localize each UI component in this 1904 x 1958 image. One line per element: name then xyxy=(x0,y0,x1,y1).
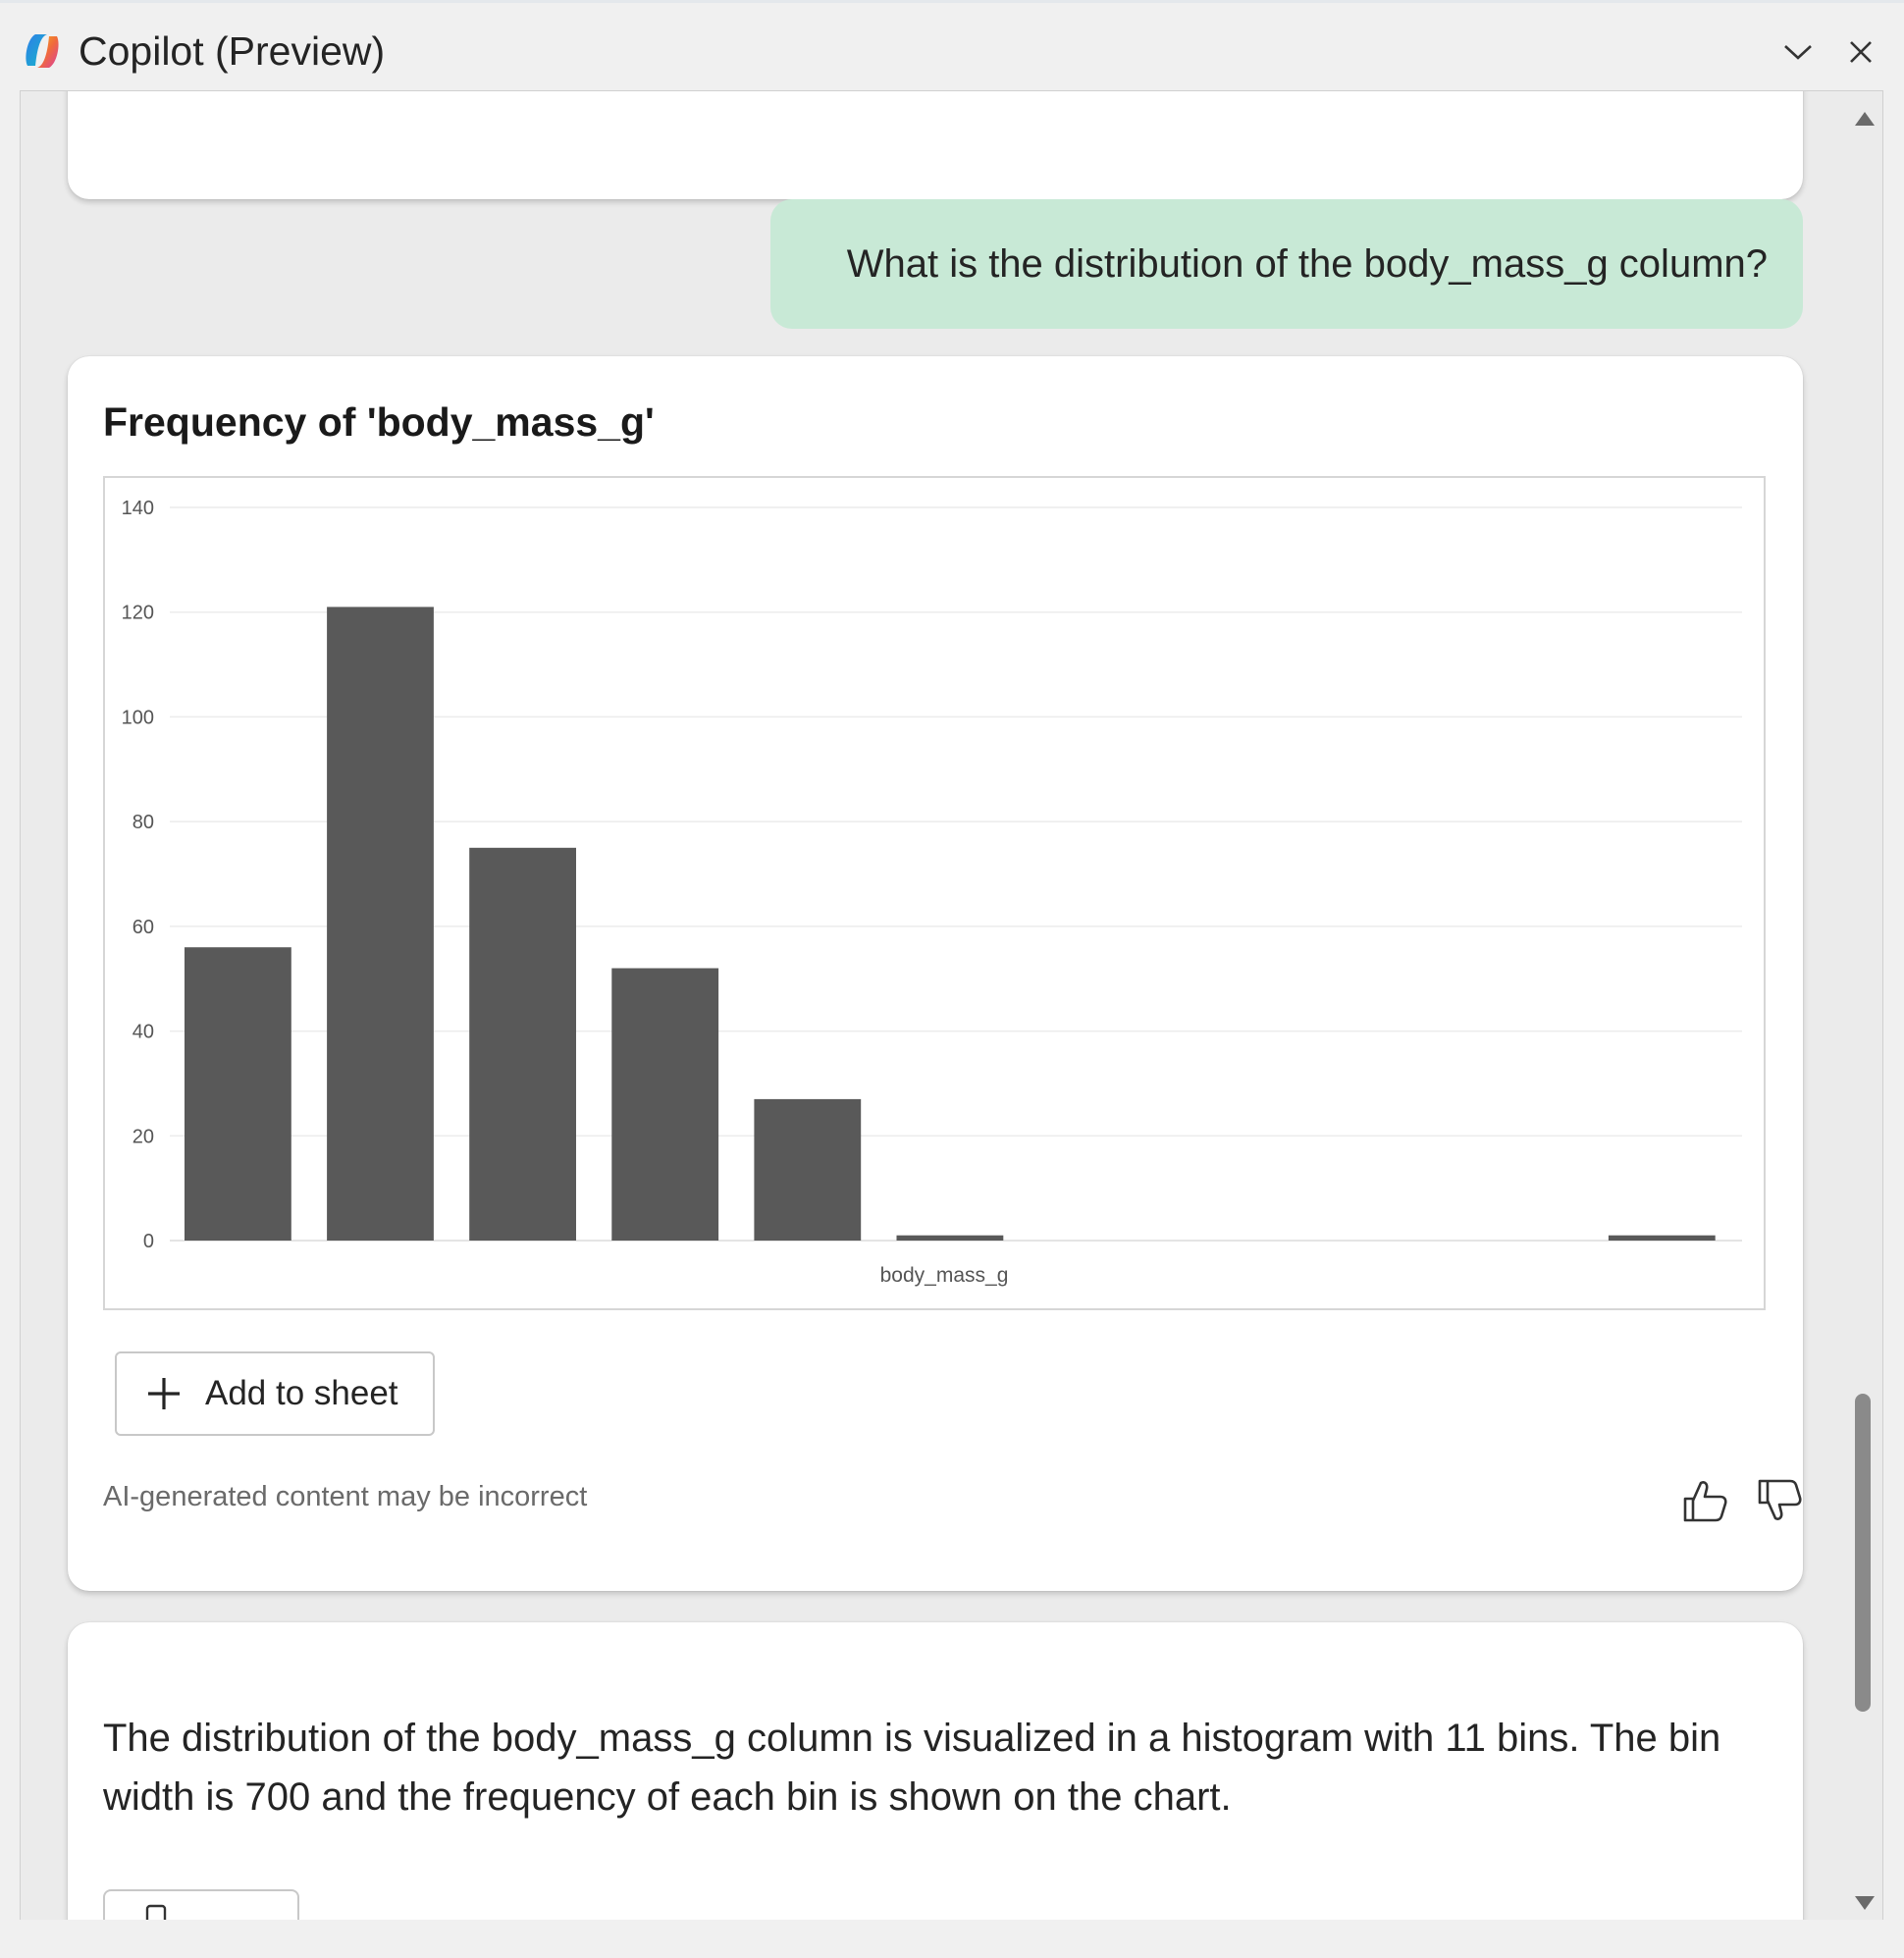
y-tick-label: 120 xyxy=(121,602,154,624)
chart-title: Frequency of 'body_mass_g' xyxy=(103,399,655,445)
bottom-edge xyxy=(0,1920,1904,1958)
histogram-bar[interactable] xyxy=(469,848,576,1241)
answer-text: The distribution of the body_mass_g column is visualized in a histogram with 11 bins. The bin width is 700 and the frequency of each bin is shown on the chart. xyxy=(103,1717,1721,1819)
thumbs-down-icon[interactable] xyxy=(1754,1475,1805,1526)
collapse-button[interactable] xyxy=(1778,32,1818,72)
histogram-bar[interactable] xyxy=(327,607,434,1241)
chart-frame xyxy=(103,476,1766,1310)
histogram-bar[interactable] xyxy=(754,1099,861,1241)
copy-icon xyxy=(144,1903,170,1921)
histogram-bar[interactable] xyxy=(611,969,718,1242)
previous-response-card xyxy=(68,90,1803,199)
y-tick-label: 80 xyxy=(132,812,154,834)
y-tick-label: 60 xyxy=(132,916,154,938)
scroll-up-arrow-icon[interactable] xyxy=(1855,112,1875,126)
histogram-bar[interactable] xyxy=(897,1236,1004,1241)
copilot-logo-icon xyxy=(20,28,65,74)
add-to-sheet-label: Add to sheet xyxy=(205,1374,398,1412)
plus-icon xyxy=(146,1376,182,1411)
y-tick-label: 100 xyxy=(121,707,154,729)
close-icon xyxy=(1848,39,1874,65)
thumbs-up-icon[interactable] xyxy=(1679,1475,1730,1526)
chat-pane[interactable] xyxy=(20,90,1883,1921)
x-axis-label: body_mass_g xyxy=(879,1264,1009,1287)
user-message: What is the distribution of the body_mass_g column? xyxy=(770,199,1803,329)
answer-card xyxy=(68,1622,1803,1921)
histogram-chart xyxy=(105,478,1764,1308)
scrollbar-thumb[interactable] xyxy=(1855,1394,1871,1712)
copy-button[interactable] xyxy=(103,1889,299,1921)
histogram-bar[interactable] xyxy=(1609,1236,1716,1241)
y-tick-label: 0 xyxy=(142,1231,154,1252)
chart-response-card xyxy=(68,356,1803,1591)
y-tick-label: 20 xyxy=(132,1126,154,1148)
window-title: Copilot (Preview) xyxy=(79,28,386,74)
ai-disclaimer: AI-generated content may be incorrect xyxy=(103,1481,588,1512)
scroll-down-arrow-icon[interactable] xyxy=(1855,1896,1875,1910)
add-to-sheet-button[interactable] xyxy=(115,1351,435,1436)
close-button[interactable] xyxy=(1841,32,1880,72)
histogram-bar[interactable] xyxy=(185,947,291,1241)
title-bar xyxy=(0,0,1904,94)
y-tick-label: 140 xyxy=(121,498,154,519)
y-tick-label: 40 xyxy=(132,1021,154,1043)
chevron-down-icon xyxy=(1782,42,1814,62)
